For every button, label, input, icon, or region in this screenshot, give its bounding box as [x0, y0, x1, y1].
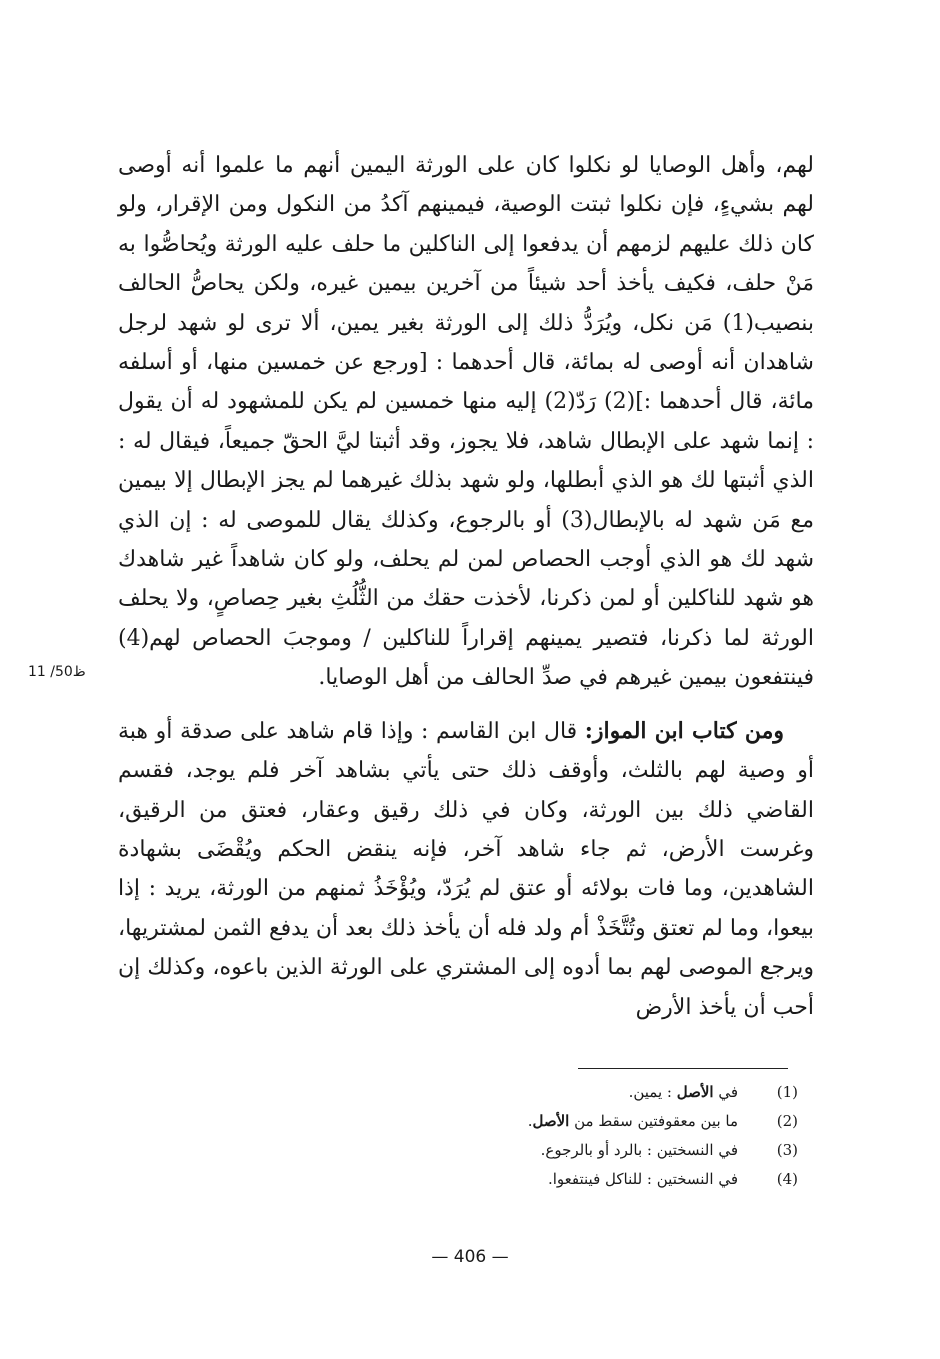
main-text-block	[118, 146, 814, 1027]
paragraph-1: لهم، وأهل الوصايا لو نكلوا كان على الورثة اليمين أنهم ما علموا أنه أوصى لهم بشيءٍ، فإن نكلوا ثبتت الوصية، فيمينهم آكدُ من النكول ومن الإقرار، ولو كان ذلك عليهم لزمهم أن يدفعوا إلى الناكلين ما حلف عليه الورثة ويُحاصُّوا به مَنْ حلف، فكيف يأخذ أحد شيئاً من آخرين بيمين غيره، ولكن يحاصُّ الحالف بنصيب(1) مَن نكل، ويُرَدُّ ذلك إلى الورثة بغير يمين، ألا ترى لو شهد لرجل شاهدان أنه أوصى له بمائة، قال أحدهما : [ورجع عن خمسين منها، أو أسلفه مائة، قال أحدهما :](2) رَدّ(2) إليه منها خمسين لم يكن للمشهود له أن يقول : إنما شهد على الإبطال شاهد، فلا يجوز، وقد أثبتا ليَّ الحقّ جميعاً، فيقال له : الذي أثبتها لك هو الذي أبطلها، ولو شهد بذلك غيرهما لم يجز الإبطال إلا بيمين مع مَن شهد له بالإبطال(3) أو بالرجوع، وكذلك يقال للموصى له : إن الذي شهد لك هو الذي أوجب الحصاص لمن لم يحلف، ولو كان شاهداً غير شاهدك هو شهد للناكلين أو لمن ذكرنا، لأخذت حقك من الثُّلُثِ بغير حِصاصٍ، ولا يحلف الورثة لما ذكرنا، فتصير يمينهم إقراراً للناكلين / وموجبَ الحصاص لهم(4) فينتفعون بيمين غيرهم في صدِّ الحالف من أهل الوصايا.	[118, 153, 815, 691]
source-heading: ومن كتاب ابن المواز:	[584, 717, 785, 744]
footnote-item	[118, 1107, 798, 1136]
footnote-text: في النسختين : بالرد أو بالرجوع.	[540, 1141, 738, 1159]
footnote-item	[118, 1078, 798, 1107]
footnote-number: (4)	[776, 1170, 798, 1188]
footnote-text: ما بين معقوفتين سقط من الأصل.	[527, 1112, 738, 1130]
paragraph-spacer	[118, 698, 814, 712]
footnote-item	[118, 1165, 798, 1194]
footnote-separator	[578, 1068, 788, 1069]
paragraph-2-text: قال ابن القاسم : وإذا قام شاهد على صدقة أو هبة أو وصية لهم بالثلث، وأوقف ذلك حتى يأتي بشاهد آخر فلم يوجد، فقسم القاضي ذلك بين الورثة، وكان في ذلك رقيق وعقار، فعتق من الرقيق، وغرست الأرض، ثم جاء شاهد آخر، فإنه ينقض الحكم ويُقْضَى بشهادة الشاهدين، وما فات بولائه أو عتق لم يُرَدّ، ويُؤْخَذُ ثمنهم من الورثة، يريد : إذا بيعوا، وما لم تعتق وتُتَّخَذْ أم ولد فله أن يأخذ ذلك بعد أن يدفع الثمن لمشتريها، ويرجع الموصى لهم بما أدوه إلى المشتري على الورثة الذين باعوه، وكذلك إن أحب أن يأخذ الأرض	[118, 718, 814, 1020]
footnote-number: (2)	[776, 1112, 798, 1130]
manuscript-folio-note: 11 /50ظ	[28, 664, 86, 680]
footnote-text: في النسختين : للناكل فينتفعوا.	[548, 1170, 738, 1188]
page-number: — 406 —	[431, 1247, 509, 1267]
footnotes	[118, 1078, 798, 1194]
footnote-number: (3)	[776, 1141, 798, 1159]
footnote-text: في الأصل : يمين.	[628, 1083, 738, 1101]
footnote-number: (1)	[776, 1083, 798, 1101]
paragraph-2	[118, 712, 814, 1027]
footnote-item	[118, 1136, 798, 1165]
